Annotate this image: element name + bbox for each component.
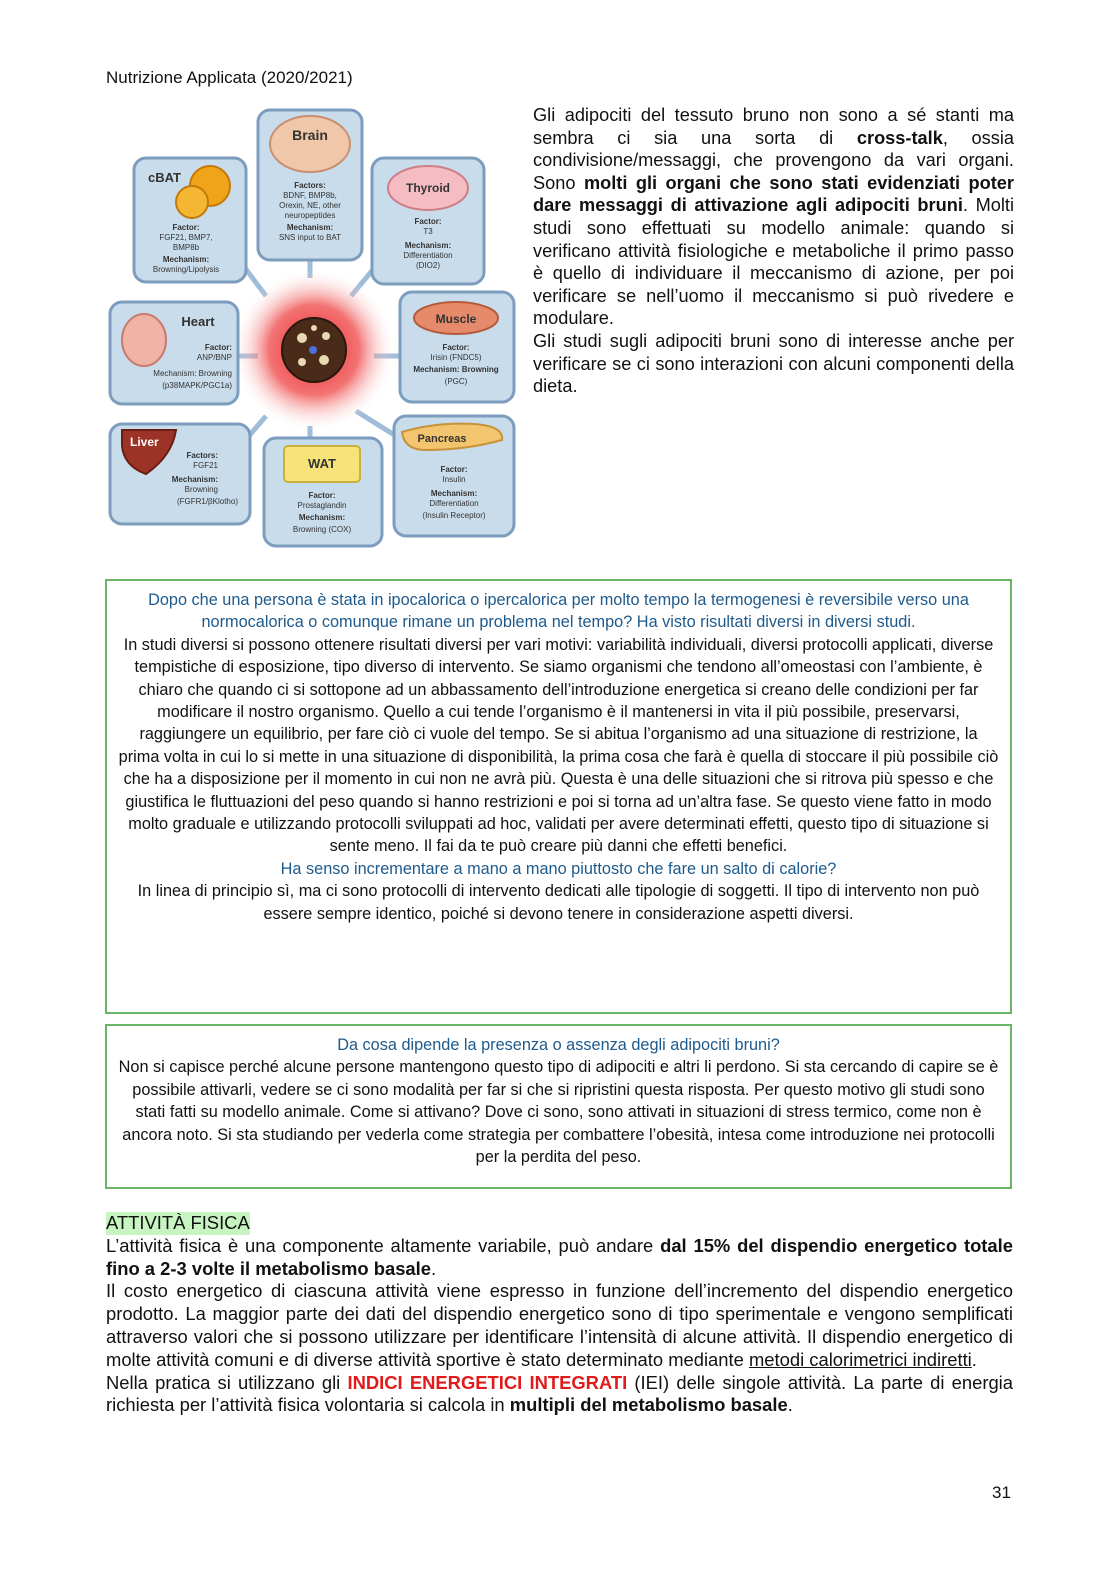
brain-icon (270, 116, 350, 172)
svg-text:Mechanism:: Mechanism: (404, 241, 452, 250)
heart-panel (110, 302, 238, 404)
svg-text:Factor:: Factor: (414, 217, 442, 226)
svg-text:Liver: Liver (130, 435, 159, 449)
svg-text:neuropeptides: neuropeptides (284, 211, 336, 220)
svg-text:Orexin, NE, other: Orexin, NE, other (279, 201, 341, 210)
crosstalk-diagram (106, 106, 518, 550)
svg-text:Heart: Heart (181, 314, 215, 329)
answer-1: In studi diversi si possono ottenere risultati diversi per vari motivi: variabilità individuali, diversi protocolli applicati, diverse tempistiche di esposizione, tipo diverso di intervento. Se siamo organismi che tendono all’omeostasi con l’ambiente, è chiaro che quando ci si sottopone ad un abbassamento dell’introduzione energetica si creano delle condizioni per far modificare il nostro organismo. Quello a cui tende l’organismo è il mantenersi in vita il più possibile, preservarsi, raggiungere un equilibrio, per fare ciò ci vuole del tempo. Se si abitua l’organismo ad una situazione di restrizione, la prima volta in cui lo si mette in una situazione di disponibilità, la prima cosa che farà è quella di stoccare il più possibile ciò che ha a disposizione per il momento in cui non ne avrà più. Questa è una delle situazioni che si ritrova più spesso e che giustifica le fluttuazioni del peso quando si hanno restrizioni e poi si torna ad un’altra fase. Se questo viene fatto in modo molto graduale e utilizzando protocolli sviluppati ad hoc, validati per avere determinati effetti, questo tipo di situazione si sente meno. Il fai da te può creare più danni che effetti benefici. (118, 635, 999, 856)
brain-panel (258, 110, 362, 260)
intro-paragraph-2: Gli studi sugli adipociti bruni sono di interesse anche per verificare se ci sono interazioni con alcuni componenti della dieta. (533, 330, 1014, 397)
qa-box-brown-adipocytes (105, 1024, 1012, 1189)
svg-text:Mechanism:: Mechanism: (162, 255, 210, 264)
svg-text:SNS input to BAT: SNS input to BAT (278, 233, 342, 242)
qa-box-thermogenesis (105, 579, 1012, 1014)
intro-text (533, 104, 1014, 398)
svg-text:(DIO2): (DIO2) (416, 261, 440, 270)
svg-text:Irisin (FNDC5): Irisin (FNDC5) (430, 353, 482, 362)
cbat-panel (134, 158, 246, 282)
svg-text:FGF21, BMP7,: FGF21, BMP7, (159, 233, 213, 242)
question-1: Dopo che una persona è stata in ipocalorica o ipercalorica per molto tempo la termogenesi è reversibile verso una normocalorica o comunque rimane un problema nel tempo? Ha visto risultati diversi in diversi studi. (148, 591, 969, 632)
muscle-panel (400, 292, 514, 402)
svg-text:Browning: Browning (184, 485, 218, 494)
liver-panel (110, 424, 250, 524)
svg-text:Mechanism:: Mechanism: (286, 223, 334, 232)
svg-text:Mechanism:: Mechanism: (298, 513, 346, 522)
brain-label: Brain (292, 127, 328, 143)
svg-text:(FGFR1/βKlotho): (FGFR1/βKlotho) (176, 497, 238, 506)
svg-text:Mechanism:: Mechanism: (171, 475, 218, 484)
section-paragraph-3: Nella pratica si utilizzano gli INDICI ENERGETICI INTEGRATI (IEI) delle singole attività. La parte di energia richiesta per l’attività fisica volontaria si calcola in multipli del metabolismo basale. (106, 1371, 1013, 1416)
pancreas-panel (394, 416, 514, 536)
svg-text:(PGC): (PGC) (444, 377, 468, 386)
question-2: Ha senso incrementare a mano a mano piuttosto che fare un salto di calorie? (280, 859, 837, 878)
physical-activity-section (106, 1212, 1013, 1417)
svg-text:Factor:: Factor: (442, 343, 470, 352)
svg-text:T3: T3 (423, 227, 433, 236)
brown-adipocyte-crosstalk-figure (106, 106, 518, 550)
svg-text:(p38MAPK/PGC1a): (p38MAPK/PGC1a) (162, 381, 232, 390)
svg-text:Browning/Lipolysis: Browning/Lipolysis (152, 265, 220, 274)
svg-text:Thyroid: Thyroid (406, 181, 450, 195)
svg-text:Muscle: Muscle (435, 312, 477, 326)
svg-text:Browning (COX): Browning (COX) (292, 525, 352, 534)
svg-text:Factor:: Factor: (308, 491, 336, 500)
thyroid-panel (372, 158, 484, 284)
svg-text:BMP8b: BMP8b (172, 243, 200, 252)
svg-text:Mechanism: Browning: Mechanism: Browning (153, 369, 232, 378)
svg-text:ANP/BNP: ANP/BNP (196, 353, 232, 362)
section-paragraph-1: L’attività fisica è una componente altamente variabile, può andare dal 15% del dispendio energetico totale fino a 2-3 volte il metabolismo basale. (106, 1234, 1013, 1279)
svg-text:(Insulin Receptor): (Insulin Receptor) (422, 511, 486, 520)
svg-text:Factor:: Factor: (172, 223, 200, 232)
svg-text:Mechanism: Browning: Mechanism: Browning (413, 365, 499, 374)
answer-3: Non si capisce perché alcune persone mantengono questo tipo di adipociti e altri li perdono. Si sta cercando di capire se è possibile attivarli, vedere se ci sono modalità per far si che si ripristini questa risposta. Per questo motivo gli studi sono stati fatti su modello animale. Come si attivano? Dove ci sono, sono attivati in situazioni di stress termico, come non è ancora noto. Si sta studiando per vederla come strategia per combattere l’obesità, intesa come introduzione nei protocolli per la perdita del peso. (118, 1058, 999, 1167)
svg-text:cBAT: cBAT (148, 170, 181, 185)
svg-text:Differentiation: Differentiation (429, 499, 479, 508)
page-header: Nutrizione Applicata (2020/2021) (106, 68, 353, 87)
svg-text:WAT: WAT (308, 456, 336, 471)
section-title: ATTIVITÀ FISICA (106, 1212, 250, 1233)
svg-text:BDNF, BMP8b,: BDNF, BMP8b, (283, 191, 337, 200)
intro-paragraph-1: Gli adipociti del tessuto bruno non sono a sé stanti ma sembra ci sia una sorta di cross-talk, ossia condivisione/messaggi, che provengono da vari organi. Sono molti gli organi che sono stati evidenziati poter dare messaggi di attivazione agli adipociti bruni. Molti studi sono effettuati su modello animale: quando si verificano attività fisiologiche e metaboliche il primo passo è quello di individuare il meccanismo di azione, per poi verificare se nell’uomo il meccanismo si può rivedere e modulare. (533, 105, 1014, 329)
section-paragraph-2: Il costo energetico di ciascuna attività viene espresso in funzione dell’incremento del dispendio energetico prodotto. La maggior parte dei dati del dispendio energetico sono di tipo sperimentale e vengono semplificati attraverso valori che si possono utilizzare per identificare l’intensità di alcune attività. Il dispendio energetico di molte attività comuni e di diverse attività sportive è stato determinato mediante metodi calorimetrici indiretti. (106, 1280, 1013, 1370)
svg-text:Factor:: Factor: (204, 343, 232, 352)
svg-text:Insulin: Insulin (442, 475, 466, 484)
svg-text:Mechanism:: Mechanism: (430, 489, 478, 498)
svg-text:Pancreas: Pancreas (417, 433, 467, 445)
svg-text:Factors:: Factors: (186, 451, 218, 460)
wat-panel (264, 438, 382, 546)
answer-2: In linea di principio sì, ma ci sono protocolli di intervento dedicati alle tipologie di soggetti. Il tipo di intervento non può essere sempre identico, poiché si devono tenere in considerazione aspetti diversi. (137, 882, 980, 923)
svg-text:Differentiation: Differentiation (403, 251, 453, 260)
nucleus (309, 346, 317, 354)
svg-text:Prostaglandin: Prostaglandin (297, 501, 347, 510)
heart-icon (122, 314, 166, 366)
page-number: 31 (992, 1483, 1011, 1502)
question-3: Da cosa dipende la presenza o assenza degli adipociti bruni? (337, 1036, 780, 1054)
svg-text:Factor:: Factor: (440, 465, 468, 474)
svg-text:Factors:: Factors: (294, 181, 326, 190)
svg-text:FGF21: FGF21 (193, 461, 218, 470)
